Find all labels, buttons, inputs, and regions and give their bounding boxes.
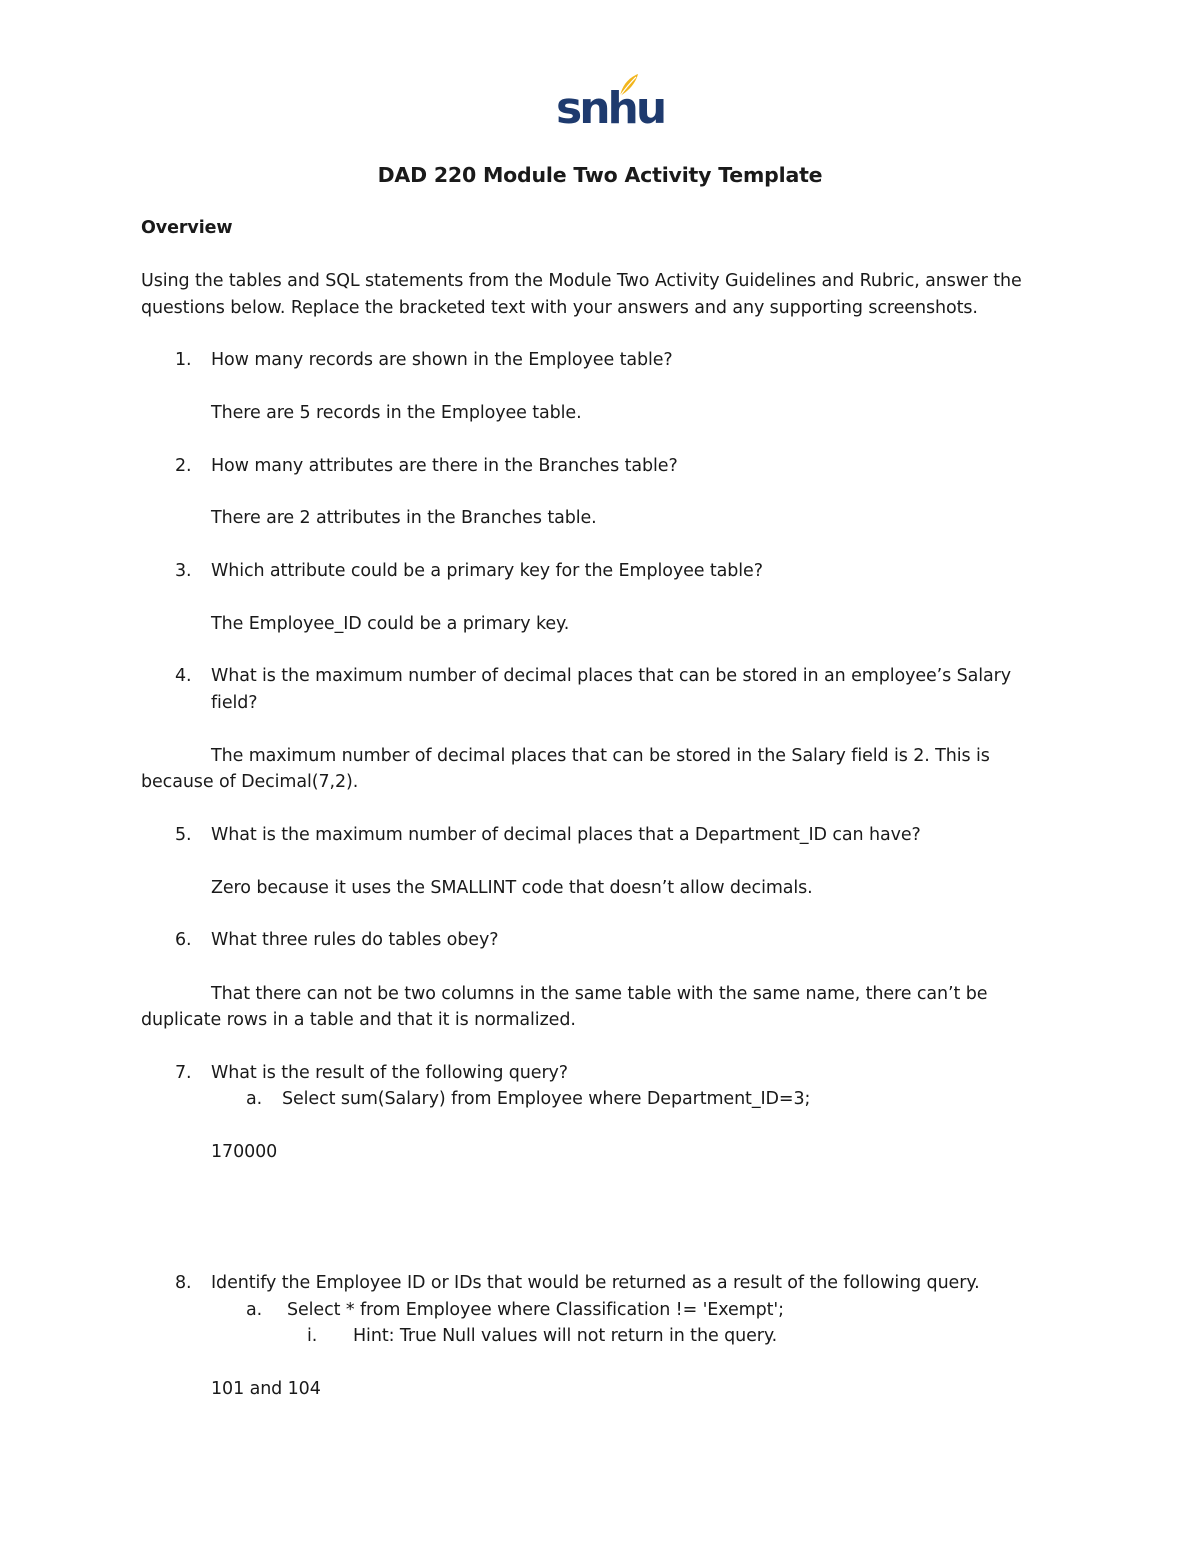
answer-text-line-2: duplicate rows in a table and that it is normalized. [141, 1010, 576, 1030]
question-text: How many attributes are there in the Branches table? [211, 456, 678, 476]
sub-sub-item-text: Hint: True Null values will not return in the query. [353, 1326, 778, 1346]
question-text: What is the result of the following query? [211, 1063, 568, 1083]
answer-text: 170000 [211, 1142, 278, 1162]
intro-text-line-1: Using the tables and SQL statements from the Module Two Activity Guidelines and Rubric, answer the [141, 271, 1022, 291]
question-text: What is the maximum number of decimal places that a Department_ID can have? [211, 825, 921, 845]
question-text-line-1: What is the maximum number of decimal places that can be stored in an employee’s Salary [211, 666, 1011, 686]
question-number: 2. [175, 456, 192, 476]
sub-item-text: Select sum(Salary) from Employee where Department_ID=3; [282, 1089, 811, 1109]
answer-text: The Employee_ID could be a primary key. [211, 614, 570, 634]
sub-item-text: Select * from Employee where Classification != 'Exempt'; [287, 1300, 784, 1320]
overview-heading: Overview [141, 218, 233, 238]
question-number: 6. [175, 930, 192, 950]
answer-text-line-2: because of Decimal(7,2). [141, 772, 359, 792]
question-text: How many records are shown in the Employee table? [211, 350, 673, 370]
question-number: 7. [175, 1063, 192, 1083]
question-text-line-2: field? [211, 693, 258, 713]
snhu-logo [556, 72, 665, 134]
document-title: DAD 220 Module Two Activity Template [377, 163, 823, 187]
intro-text-line-2: questions below. Replace the bracketed text with your answers and any supporting screenshots. [141, 298, 978, 318]
question-text: What three rules do tables obey? [211, 930, 499, 950]
question-text: Identify the Employee ID or IDs that would be returned as a result of the following query. [211, 1273, 980, 1293]
logo-wordmark: snhu [556, 83, 665, 134]
answer-text: Zero because it uses the SMALLINT code that doesn’t allow decimals. [211, 878, 813, 898]
sub-item-marker: a. [246, 1300, 263, 1320]
answer-text: There are 2 attributes in the Branches table. [211, 508, 597, 528]
question-text: Which attribute could be a primary key for the Employee table? [211, 561, 763, 581]
answer-text-line-1: The maximum number of decimal places that can be stored in the Salary field is 2. This is [211, 746, 990, 766]
answer-text-line-1: That there can not be two columns in the same table with the same name, there can’t be [211, 984, 988, 1004]
question-number: 5. [175, 825, 192, 845]
question-number: 4. [175, 666, 192, 686]
question-number: 8. [175, 1273, 192, 1293]
question-number: 3. [175, 561, 192, 581]
answer-text: 101 and 104 [211, 1379, 321, 1399]
sub-item-marker: a. [246, 1089, 263, 1109]
sub-sub-item-marker: i. [307, 1326, 318, 1346]
answer-text: There are 5 records in the Employee table. [211, 403, 582, 423]
question-number: 1. [175, 350, 192, 370]
